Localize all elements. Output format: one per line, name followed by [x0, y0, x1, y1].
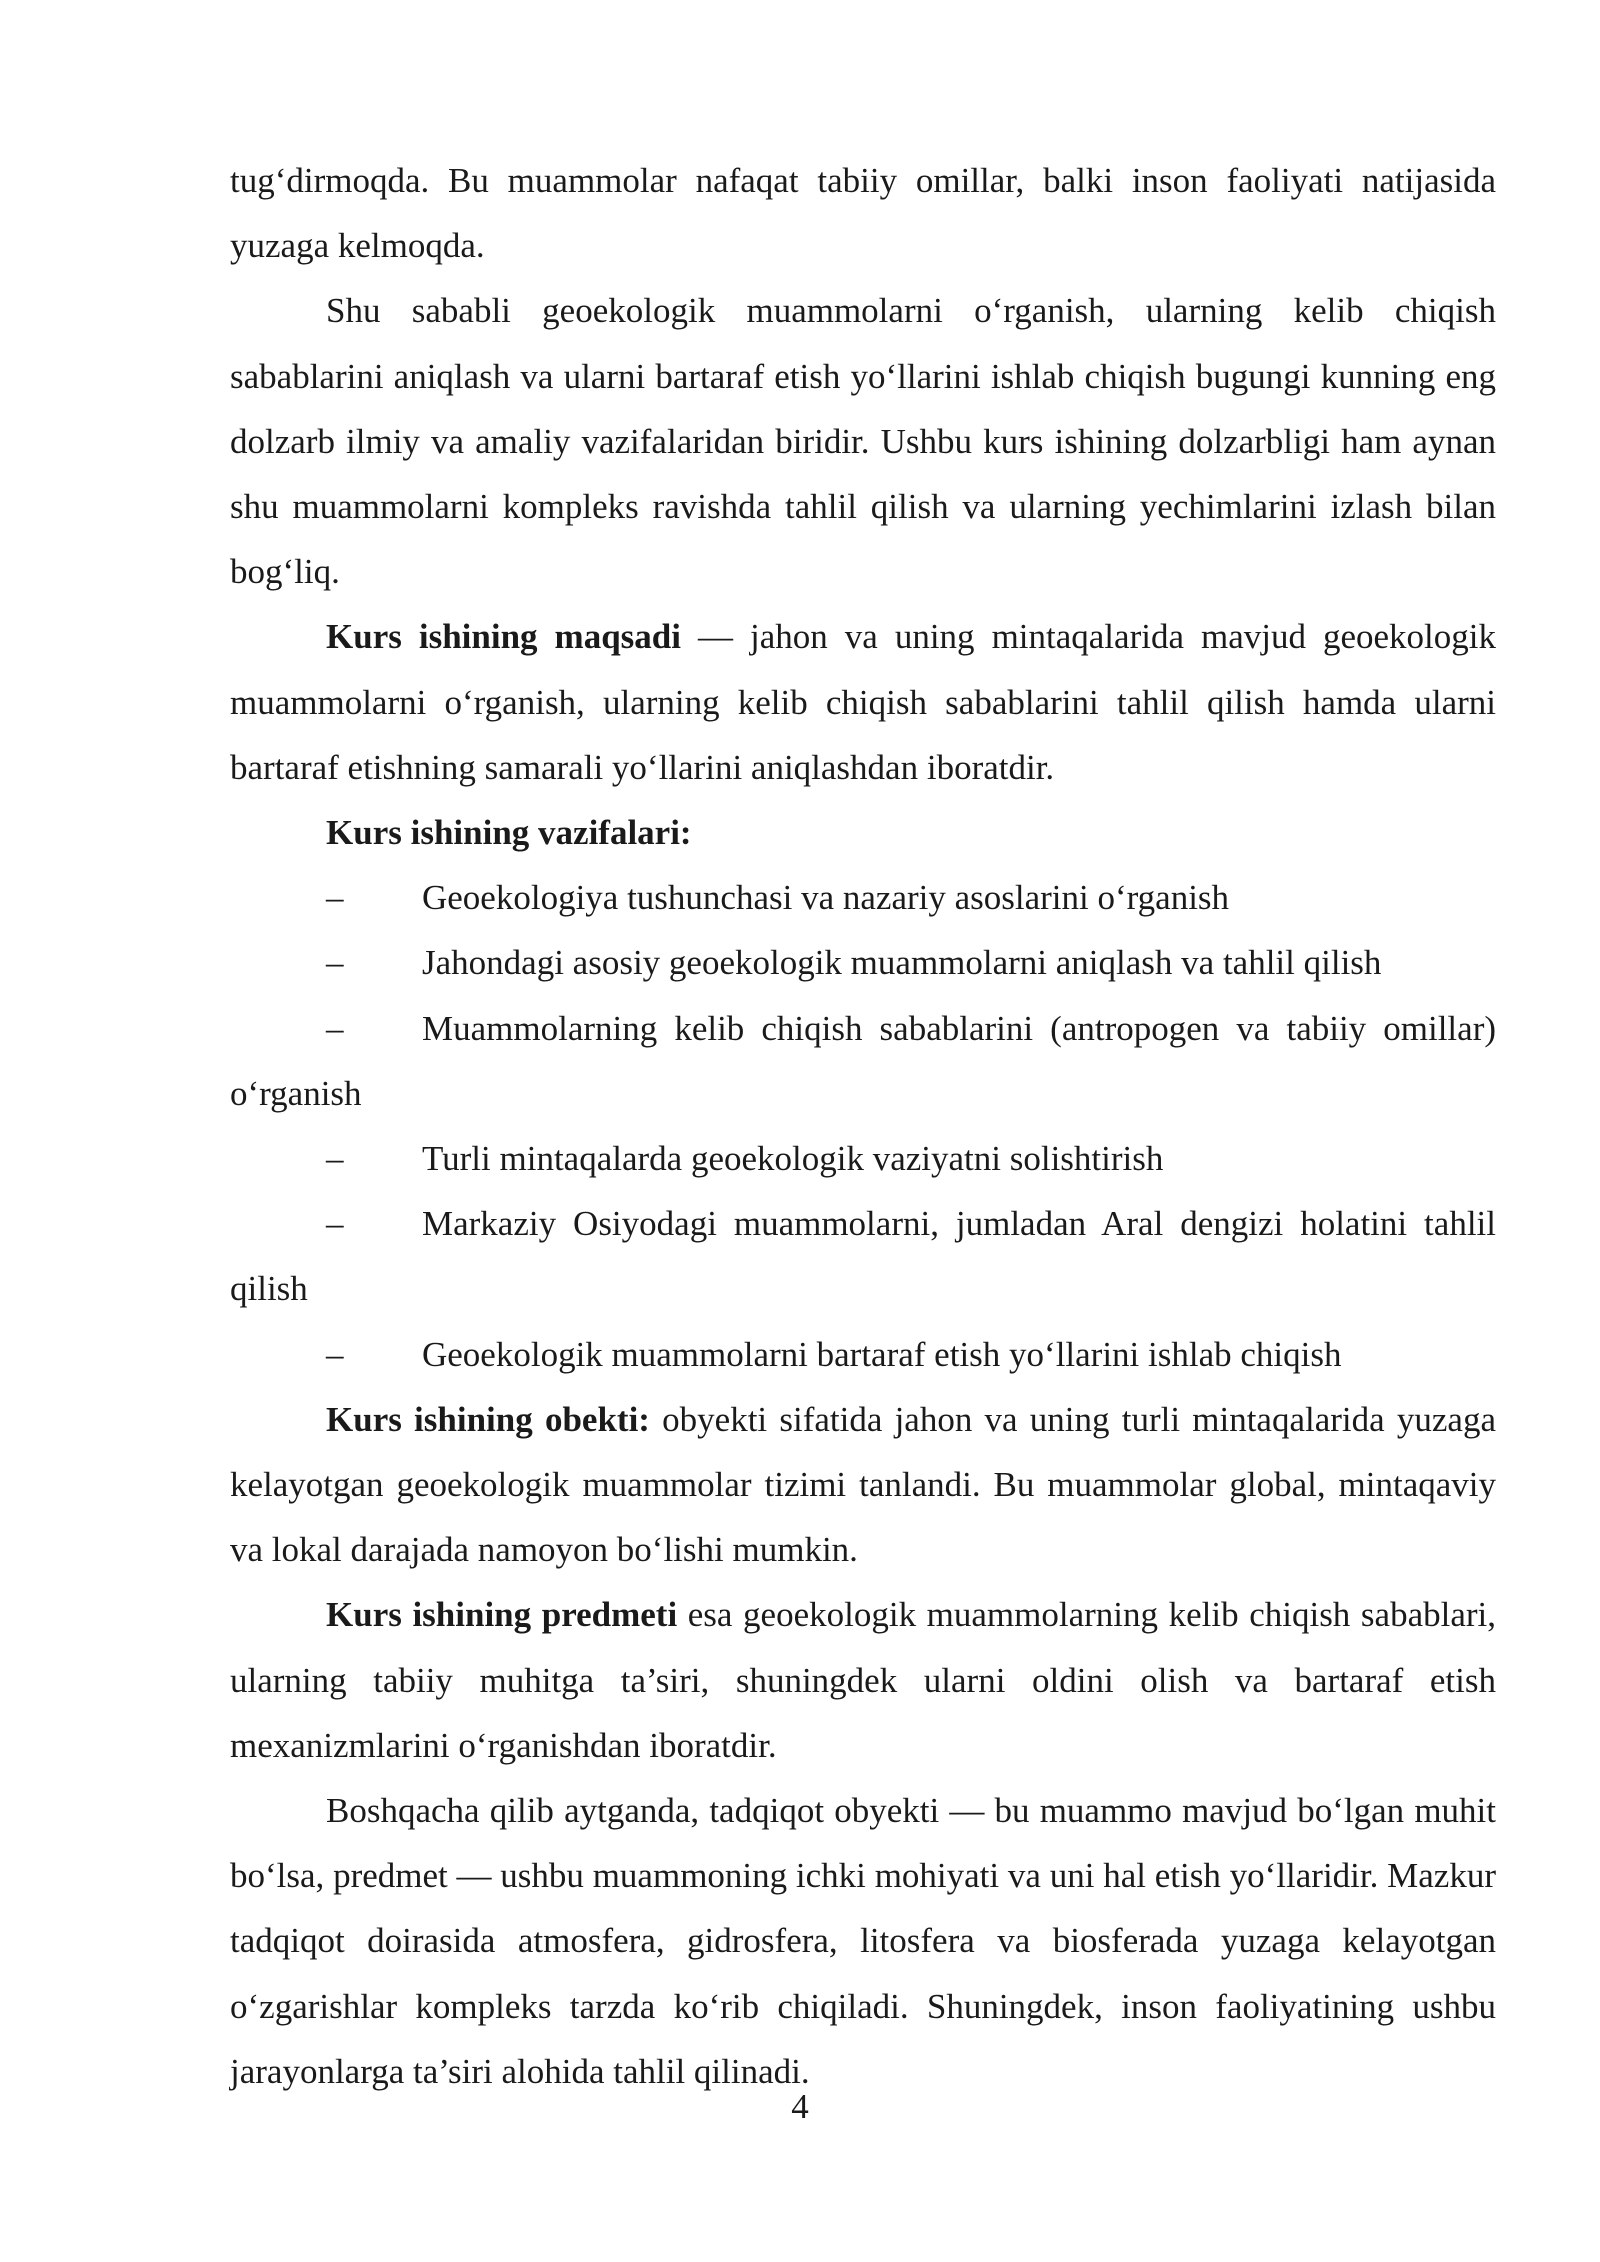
paragraph-relevance: Shu sababli geoekologik muammolarni o‘rganish, ularning kelib chiqish sabablarini aniqlash va ularni bartaraf etish yo‘llarini ishlab chiqish bugungi kunning eng dolzarb ilmiy va amaliy vazifalaridan biridir. Ushbu kurs ishining dolzarbligi ham aynan shu muammolarni kompleks ravishda tahlil qilish va ularning yechimlarini izlash bilan bog‘liq.: [230, 291, 1496, 592]
page-number: 4: [791, 2087, 809, 2126]
document-page: [230, 148, 1496, 2104]
dash-marker: –: [326, 943, 344, 983]
object-heading: Kurs ishining obekti:: [326, 1399, 650, 1439]
dash-marker: –: [326, 1139, 344, 1179]
tasks-heading: Kurs ishining vazifalari:: [326, 813, 692, 853]
list-item: [230, 865, 1496, 930]
paragraph-summary: Boshqacha qilib aytganda, tadqiqot obyekti — bu muammo mavjud bo‘lgan muhit bo‘lsa, predmet — ushbu muammoning ichki mohiyati va uni hal etish yo‘llaridir. Mazkur tadqiqot doirasida atmosfera, gidrosfera, litosfera va biosferada yuzaga kelayotgan o‘zgarishlar kompleks tarzda ko‘rib chiqiladi. Shuningdek, inson faoliyatining ushbu jarayonlarga ta’siri alohida tahlil qilinadi.: [230, 1791, 1496, 2091]
subject-text: esa geoekologik muammolarning kelib chiqish sabablari, ularning tabiiy muhitga ta’siri, shuningdek ularni oldini olish va bartaraf etish mexanizmlarini o‘rganishdan iboratdir.: [230, 1595, 1496, 1765]
list-item-text: Jahondagi asosiy geoekologik muammolarni aniqlash va tahlil qilish: [422, 943, 1382, 983]
goal-heading: Kurs ishining maqsadi: [326, 617, 681, 657]
paragraph-subject: [230, 1582, 1496, 1778]
list-item: [230, 1322, 1496, 1387]
list-item-text: Turli mintaqalarda geoekologik vaziyatni solishtirish: [422, 1139, 1164, 1179]
paragraph-intro: tug‘dirmoqda. Bu muammolar nafaqat tabiiy omillar, balki inson faoliyati natijasida yuzaga kelmoqda.: [230, 161, 1496, 266]
list-item-text: Geoekologik muammolarni bartaraf etish yo‘llarini ishlab chiqish: [422, 1334, 1342, 1374]
dash-marker: –: [326, 1204, 344, 1244]
dash-marker: –: [326, 1334, 344, 1374]
dash-marker: –: [326, 1008, 344, 1048]
goal-text: — jahon va uning mintaqalarida mavjud geoekologik muammolarni o‘rganish, ularning kelib chiqish sabablarini tahlil qilish hamda ularni bartaraf etishning samarali yo‘llarini aniqlashdan iboratdir.: [230, 617, 1497, 787]
tasks-list: [230, 865, 1496, 1387]
paragraph-goal: [230, 604, 1496, 800]
dash-marker: –: [326, 878, 344, 918]
paragraph-object: [230, 1387, 1496, 1583]
object-text: obyekti sifatida jahon va uning turli mintaqalarida yuzaga kelayotgan geoekologik muammolar tizimi tanlandi. Bu muammolar global, mintaqaviy va lokal darajada namoyon bo‘lishi mumkin.: [230, 1399, 1496, 1570]
list-item-text: Geoekologiya tushunchasi va nazariy asoslarini o‘rganish: [422, 878, 1230, 918]
list-item-text: Markaziy Osiyodagi muammolarni, jumladan Aral dengizi holatini tahlil qilish: [230, 1204, 1496, 1309]
list-item: [230, 1191, 1496, 1321]
list-item: [230, 930, 1496, 995]
subject-heading: Kurs ishining predmeti: [326, 1595, 678, 1635]
list-item: [230, 1126, 1496, 1191]
list-item-text: Muammolarning kelib chiqish sabablarini (antropogen va tabiiy omillar) o‘rganish: [230, 1008, 1496, 1113]
list-item: [230, 996, 1496, 1126]
